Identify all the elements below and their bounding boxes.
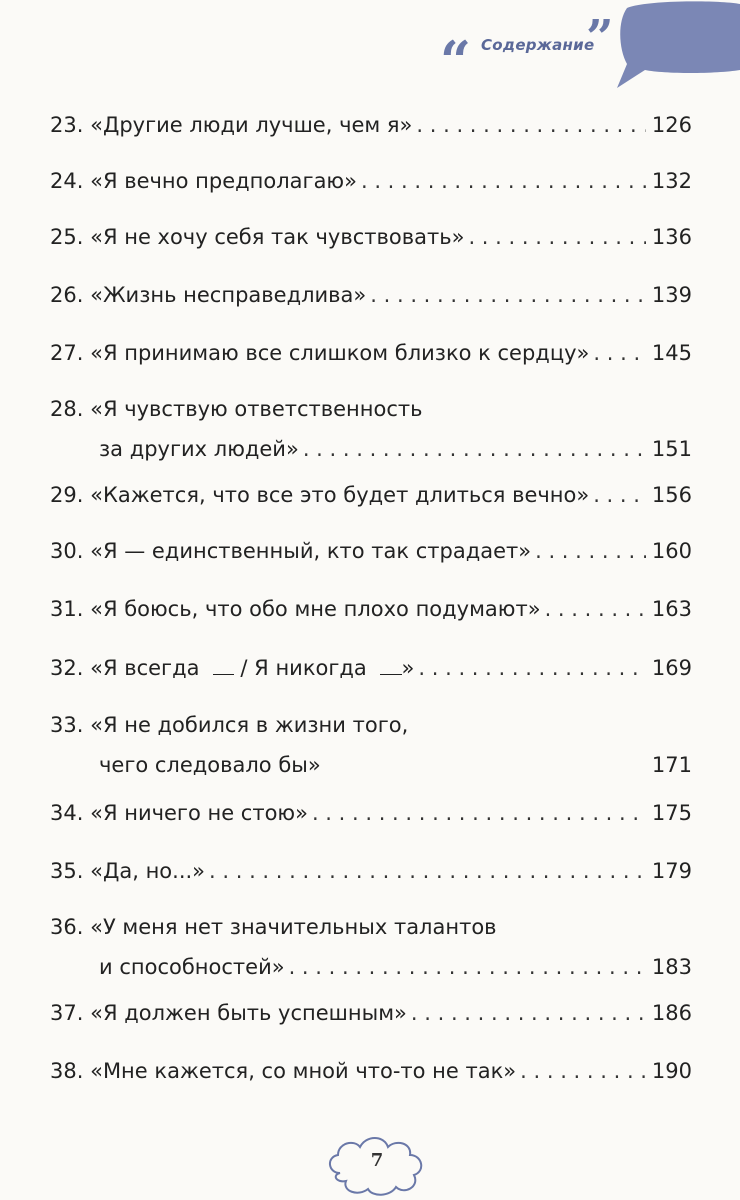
entry-title: «Да, но...» <box>90 859 206 883</box>
toc-entry[interactable] <box>50 1056 692 1086</box>
toc-entry[interactable] <box>50 110 692 140</box>
entry-title: «Я вечно предполагаю» <box>90 169 357 193</box>
toc-entry[interactable] <box>50 710 692 780</box>
toc-entry[interactable] <box>50 912 692 982</box>
dot-leader <box>593 338 646 368</box>
dot-leader <box>545 594 646 624</box>
entry-title-part: «Я всегда <box>90 656 200 680</box>
entry-page: 186 <box>651 1001 692 1025</box>
toc-entry[interactable] <box>50 280 692 310</box>
entry-page: 132 <box>651 169 692 193</box>
dot-leader <box>361 166 646 196</box>
toc-entry[interactable] <box>50 652 692 682</box>
fill-in-blank <box>213 652 234 675</box>
dot-leader <box>593 480 646 510</box>
section-title: Содержание <box>481 36 595 54</box>
page-number: 7 <box>370 1150 384 1171</box>
entry-number: 37. <box>50 1001 84 1025</box>
dot-leader <box>418 653 646 683</box>
dot-leader <box>209 856 646 886</box>
entry-page: 163 <box>651 597 692 621</box>
toc-entry[interactable] <box>50 798 692 828</box>
entry-number: 32. <box>50 656 84 680</box>
entry-title: «Мне кажется, со мной что-то не так» <box>90 1059 517 1083</box>
dot-leader <box>303 434 646 464</box>
entry-title: «Я — единственный, кто так страдает» <box>90 539 532 563</box>
running-header <box>0 0 740 100</box>
entry-title: «У меня нет значительных талантов <box>90 915 497 939</box>
entry-number: 33. <box>50 713 84 737</box>
entry-page: 169 <box>651 656 692 680</box>
dot-leader <box>416 110 646 140</box>
entry-title: «Кажется, что все это будет длиться вечно» <box>90 483 590 507</box>
entry-title: «Я принимаю все слишком близко к сердцу» <box>90 341 590 365</box>
entry-title: «Другие люди лучше, чем я» <box>90 113 413 137</box>
dot-leader <box>289 952 646 982</box>
entry-page: 151 <box>651 437 692 461</box>
toc-entry[interactable] <box>50 394 692 464</box>
entry-title: «Я чувствую ответственность <box>90 397 423 421</box>
entry-title: «Я должен быть успешным» <box>90 1001 407 1025</box>
fill-in-blank <box>380 652 401 675</box>
entry-page: 156 <box>651 483 692 507</box>
entry-number: 25. <box>50 225 84 249</box>
entry-title: «Я ничего не стою» <box>90 801 308 825</box>
speech-bubble-icon <box>605 0 740 95</box>
toc-entry[interactable] <box>50 480 692 510</box>
entry-page: 126 <box>651 113 692 137</box>
entry-page: 171 <box>651 753 692 777</box>
dot-leader <box>411 998 646 1028</box>
entry-number: 35. <box>50 859 84 883</box>
entry-number: 27. <box>50 341 84 365</box>
entry-title-continued: чего следовало бы» <box>99 753 321 777</box>
toc-entry[interactable] <box>50 856 692 886</box>
entry-page: 139 <box>651 283 692 307</box>
entry-title: «Я боюсь, что обо мне плохо подумают» <box>90 597 541 621</box>
entry-title-part: » <box>401 656 415 680</box>
entry-page: 183 <box>651 955 692 979</box>
entry-number: 24. <box>50 169 84 193</box>
open-quote-mark: “ <box>440 29 472 93</box>
toc-entry[interactable] <box>50 338 692 368</box>
toc-entry[interactable] <box>50 166 692 196</box>
entry-page: 190 <box>651 1059 692 1083</box>
entry-number: 28. <box>50 397 84 421</box>
entry-title-continued: и способностей» <box>99 955 285 979</box>
entry-number: 26. <box>50 283 84 307</box>
entry-page: 179 <box>651 859 692 883</box>
dot-leader <box>535 536 646 566</box>
dot-leader <box>468 222 645 252</box>
entry-number: 31. <box>50 597 84 621</box>
entry-number: 36. <box>50 915 84 939</box>
dot-leader <box>370 280 646 310</box>
entry-title-part: / Я никогда <box>240 656 367 680</box>
entry-number: 23. <box>50 113 84 137</box>
entry-number: 29. <box>50 483 84 507</box>
entry-title: «Жизнь несправедлива» <box>90 283 367 307</box>
entry-number: 30. <box>50 539 84 563</box>
toc-entry[interactable] <box>50 536 692 566</box>
close-quote-mark: ” <box>586 10 614 66</box>
dot-leader <box>520 1056 646 1086</box>
entry-page: 145 <box>651 341 692 365</box>
entry-number: 34. <box>50 801 84 825</box>
entry-number: 38. <box>50 1059 84 1083</box>
toc-entry[interactable] <box>50 594 692 624</box>
entry-page: 175 <box>651 801 692 825</box>
entry-page: 160 <box>651 539 692 563</box>
entry-page: 136 <box>651 225 692 249</box>
entry-title-continued: за других людей» <box>99 437 299 461</box>
dot-leader <box>312 798 646 828</box>
entry-title: «Я не добился в жизни того, <box>90 713 409 737</box>
toc-entry[interactable] <box>50 998 692 1028</box>
toc-entry[interactable] <box>50 222 692 252</box>
entry-title: «Я не хочу себя так чувствовать» <box>90 225 465 249</box>
